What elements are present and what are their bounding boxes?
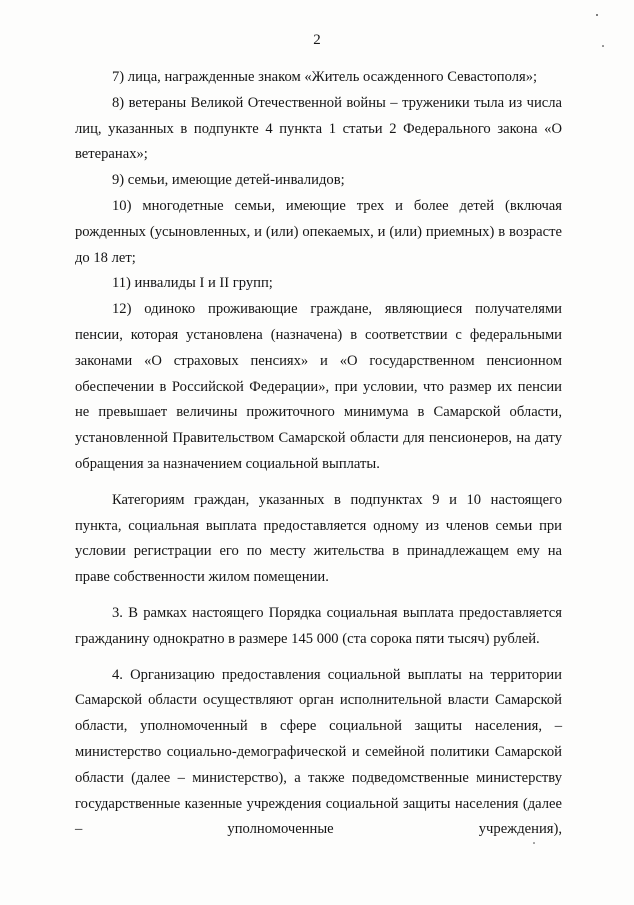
paragraph-section-3: 3. В рамках настоящего Порядка социальная выплата предоставляется гражданину однократно в размере 145 000 (ста сорока пяти тысяч) рублей. xyxy=(75,604,562,647)
scan-speck xyxy=(533,842,535,844)
paragraph-item-10: 10) многодетные семьи, имеющие трех и более детей (включая рожденных (усыновленных, и (или) опекаемых, и (или) приемных) в возрасте до 18 лет; xyxy=(75,197,562,266)
page-number: 2 xyxy=(313,32,321,48)
document-body xyxy=(75,65,562,843)
paragraph-item-7: 7) лица, награжденные знаком «Житель осажденного Севастополя»; xyxy=(112,69,538,85)
scan-speck xyxy=(602,45,604,47)
scan-speck xyxy=(596,14,598,16)
paragraph-categories-note: Категориям граждан, указанных в подпунктах 9 и 10 настоящего пункта, социальная выплата предоставляется одному из членов семьи при условии регистрации его по месту жительства в принадлежащем ему на праве собственности жилом помещении. xyxy=(75,491,562,586)
paragraph-item-8: 8) ветераны Великой Отечественной войны – труженики тыла из числа лиц, указанных в подпункте 4 пункта 1 статьи 2 Федерального закона «О ветеранах»; xyxy=(75,94,562,163)
paragraph-item-9: 9) семьи, имеющие детей-инвалидов; xyxy=(112,172,345,189)
paragraph-section-4: 4. Организацию предоставления социальной выплаты на территории Самарской области осуществляют орган исполнительной власти Самарской области, уполномоченный в сфере социальной защиты населения, – министерство социально-демографической и семейной политики Самарской области (далее – министерство), а также подведомственные министерству государственные казенные учреждения социальной защиты населения (далее – уполномоченные учреждения), xyxy=(75,666,562,838)
paragraph-item-11: 11) инвалиды I и II групп; xyxy=(112,275,273,292)
paragraph-item-12: 12) одиноко проживающие граждане, являющиеся получателями пенсии, которая установлена (назначена) в соответствии с федеральными законами «О страховых пенсиях» и «О государственном пенсионном обеспечении в Российской Федерации», при условии, что размер их пенсии не превышает величины прожиточного минимума в Самарской области, установленной Правительством Самарской области для пенсионеров, на дату обращения за назначением социальной выплаты. xyxy=(75,301,562,472)
